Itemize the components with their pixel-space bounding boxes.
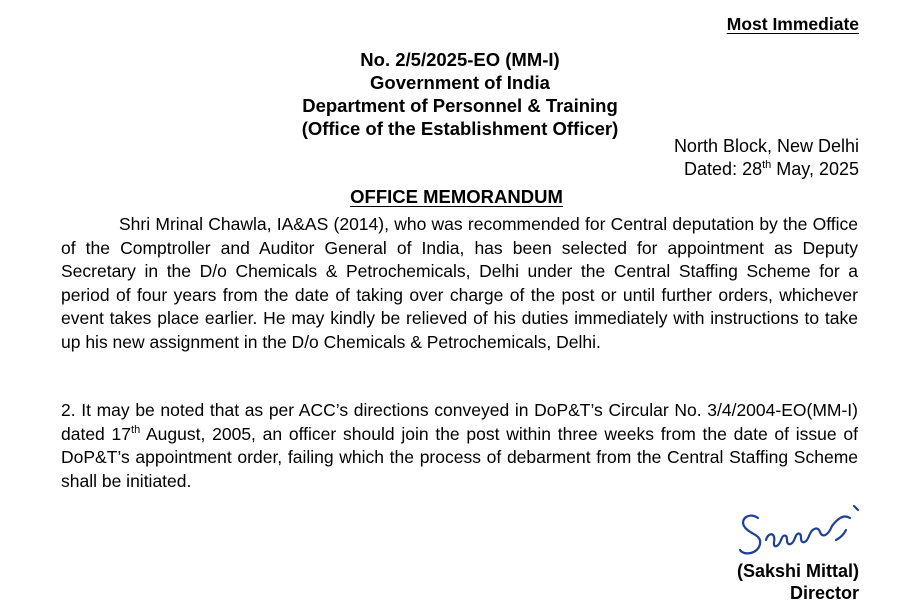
place-line: North Block, New Delhi — [673, 136, 859, 156]
paragraph-2-text-b: August, 2005, an officer should join the post within three weeks from the date of issue of DoP&T’s appointment order, failing which the process of debarment from the Central Staffing Scheme shall be initiated. — [61, 423, 858, 491]
urgency-label: Most Immediate — [726, 14, 859, 34]
date-rest: May, 2025 — [771, 159, 859, 179]
place-date-block — [674, 135, 859, 181]
memo-title: OFFICE MEMORANDUM — [350, 186, 563, 207]
signatory-designation: Director — [789, 583, 859, 603]
paragraph-2-ordinal: th — [131, 423, 141, 436]
date-line — [674, 158, 859, 181]
paragraph-2 — [61, 399, 858, 493]
signatory-block — [737, 560, 859, 604]
paragraph-1: Shri Mrinal Chawla, IA&AS (2014), who was recommended for Central deputation by the Office of the Comptroller and Auditor General of India, has been selected for appointment as Deputy Secretary in the D/o Chemicals & Petrochemicals, Delhi under the Central Staffing Scheme for a period of four years from the date of taking over charge of the post or until further orders, whichever event takes place earlier. He may kindly be relieved of his duties immediately with instructions to take up his new assignment in the D/o Chemicals & Petrochemicals, Delhi. — [61, 214, 858, 352]
paragraph-2-text-a: 2. It may be noted that as per ACC’s directions conveyed in DoP&T’s Circular No. 3/4/2004-EO(MM-I) dated 17 — [61, 400, 858, 444]
signatory-name: (Sakshi Mittal) — [736, 561, 859, 581]
file-number: No. 2/5/2025-EO (MM-I) — [360, 49, 560, 70]
date-ordinal: th — [762, 159, 772, 171]
government-name: Government of India — [370, 72, 550, 93]
handwritten-signature — [732, 496, 872, 568]
date-prefix: Dated: 28 — [684, 159, 763, 179]
department-name: Department of Personnel & Training — [302, 95, 618, 116]
office-name: (Office of the Establishment Officer) — [301, 118, 619, 139]
letterhead — [210, 48, 710, 140]
